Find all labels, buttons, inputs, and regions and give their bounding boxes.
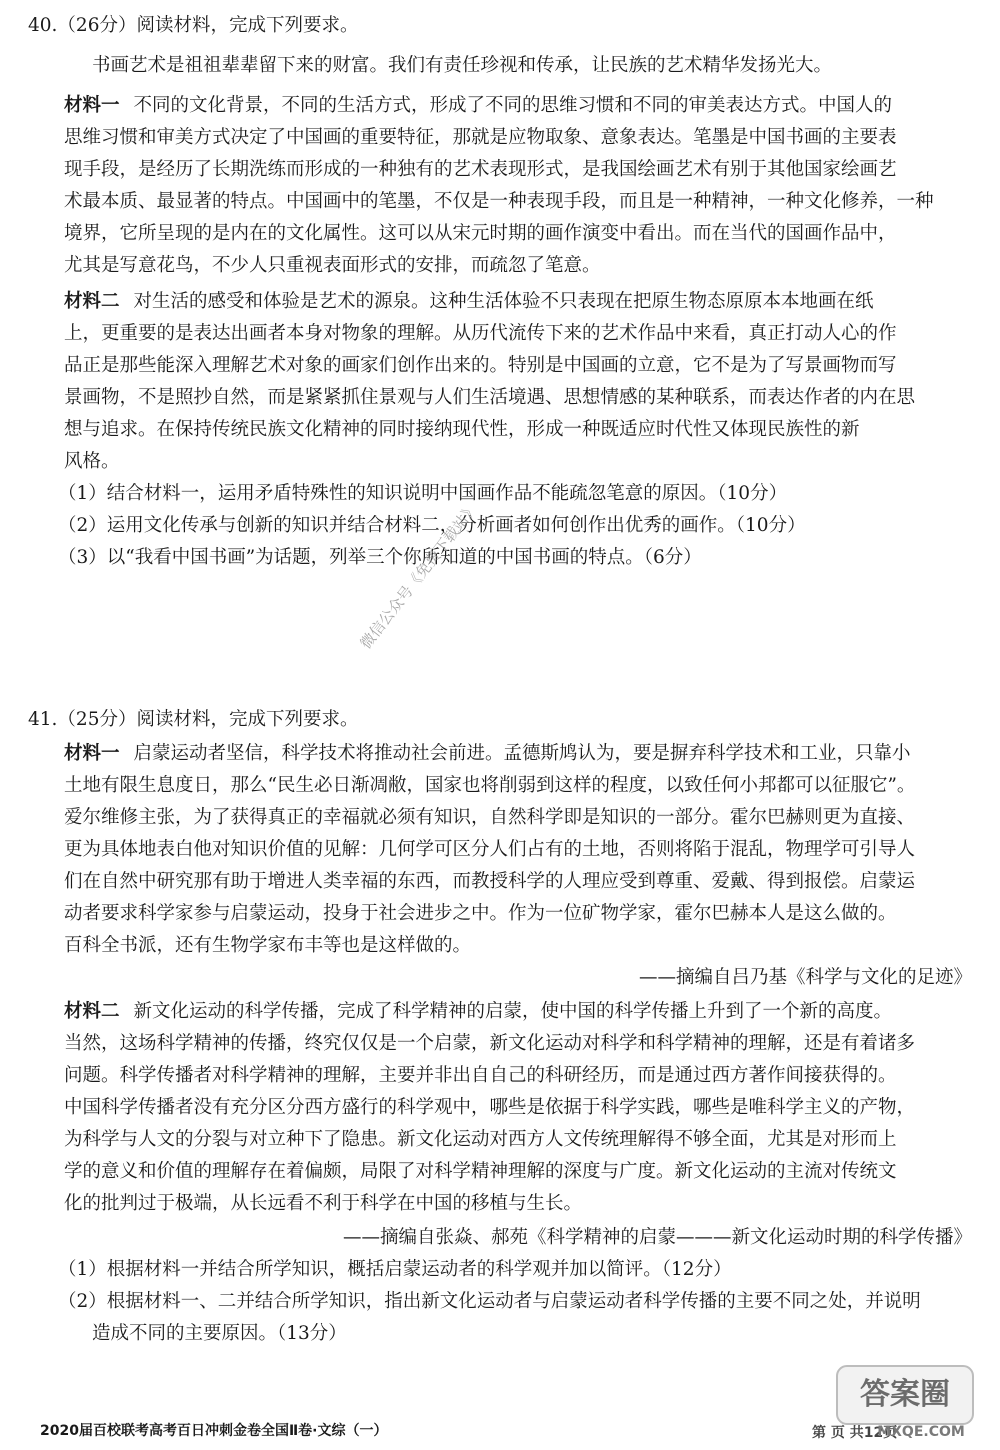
q40-question-3: （3）以“我看中国书画”为话题，列举三个你所知道的中国书画的特点。（6分） bbox=[58, 547, 702, 568]
q41-material-1-line-5: 们在自然中研究那有助于增进人类幸福的东西，而教授科学的人理应受到尊重、爱戴、得到报偿。启蒙运 bbox=[64, 871, 916, 892]
q41-material-2-label: 材料二 bbox=[64, 1001, 120, 1022]
q41-heading: 41.（25分）阅读材料，完成下列要求。 bbox=[28, 709, 359, 730]
q41-material-2-line-6: 学的意义和价值的理解存在着偏颇，局限了对科学精神理解的深度与广度。新文化运动的主流对传统文 bbox=[64, 1161, 897, 1182]
footer-exam-title: 2020届百校联考高考百日冲刺金卷全国Ⅱ卷·文综（一） bbox=[40, 1423, 388, 1439]
q40-material-1-line-3: 现手段，是经历了长期洗练而形成的一种独有的艺术表现形式，是我国绘画艺术有别于其他国家绘画艺 bbox=[64, 159, 897, 180]
logo-text: 答案圈 bbox=[860, 1377, 950, 1412]
q41-material-2-line-7: 化的批判过于极端，从长远看不利于科学在中国的移植与生长。 bbox=[64, 1193, 583, 1214]
q41-material-1-line-2: 土地有限生息度日，那么“民生必日渐凋敝，国家也将削弱到这样的程度，以致任何小邦都可以征服它”。 bbox=[64, 775, 916, 796]
logo-url: MXQE.COM bbox=[877, 1424, 965, 1440]
q41-material-1-line-6: 动者要求科学家参与启蒙运动，投身于社会进步之中。作为一位矿物学家，霍尔巴赫本人是这么做的。 bbox=[64, 903, 897, 924]
q40-material-2-line-2: 上，更重要的是表达出画者本身对物象的理解。从历代流传下来的艺术作品中来看，真正打动人心的作 bbox=[64, 323, 897, 344]
q40-material-2-line-3: 品正是那些能深入理解艺术对象的画家们创作出来的。特别是中国画的立意，它不是为了写景画物而写 bbox=[64, 355, 897, 376]
q40-material-1-line-4: 术最本质、最显著的特点。中国画中的笔墨，不仅是一种表现手段，而且是一种精神，一种文化修养，一种 bbox=[64, 191, 934, 212]
watermark-text: 微信公众号《免费下载站》 bbox=[356, 499, 482, 653]
q41-material-2-line-1: 材料二 新文化运动的科学传播，完成了科学精神的启蒙，使中国的科学传播上升到了一个新的高度。 bbox=[64, 1001, 893, 1022]
q40-material-1-line-1: 材料一 不同的文化背景，不同的生活方式，形成了不同的思维习惯和不同的审美表达方式。中国人的 bbox=[64, 95, 893, 116]
q40-material-1-line-2: 思维习惯和审美方式决定了中国画的重要特征，那就是应物取象、意象表达。笔墨是中国书画的主要表 bbox=[64, 127, 897, 148]
q40-material-1-label: 材料一 bbox=[64, 95, 120, 116]
q41-material-1-line-3: 爱尔维修主张，为了获得真正的幸福就必须有知识，自然科学即是知识的一部分。霍尔巴赫则更为直接、 bbox=[64, 807, 916, 828]
q41-material-2-source: ——摘编自张焱、郝苑《科学精神的启蒙———新文化运动时期的科学传播》 bbox=[342, 1227, 972, 1248]
q41-question-1: （1）根据材料一并结合所学知识，概括启蒙运动者的科学观并加以简评。（12分） bbox=[58, 1259, 732, 1280]
q40-question-2: （2）运用文化传承与创新的知识并结合材料二，分析画者如何创作出优秀的画作。（10分） bbox=[58, 515, 806, 536]
q40-material-1-line-5: 境界，它所呈现的是内在的文化属性。这可以从宋元时期的画作演变中看出。而在当代的国画作品中， bbox=[64, 223, 897, 244]
q40-material-2-label: 材料二 bbox=[64, 291, 120, 312]
q40-material-2-line-5: 想与追求。在保持传统民族文化精神的同时接纳现代性，形成一种既适应时代性又体现民族性的新 bbox=[64, 419, 860, 440]
q40-intro: 书画艺术是祖祖辈辈留下来的财富。我们有责任珍视和传承，让民族的艺术精华发扬光大。 bbox=[92, 55, 833, 76]
q40-material-1-line-6: 尤其是写意花鸟，不少人只重视表面形式的安排，而疏忽了笔意。 bbox=[64, 255, 601, 276]
q41-material-1-source: ——摘编自吕乃基《科学与文化的足迹》 bbox=[638, 967, 972, 988]
q41-question-2-line-1: （2）根据材料一、二并结合所学知识，指出新文化运动者与启蒙运动者科学传播的主要不同之处，并说明 bbox=[58, 1291, 921, 1312]
q41-material-1-line-7: 百科全书派，还有生物学家布丰等也是这样做的。 bbox=[64, 935, 472, 956]
answer-circle-logo bbox=[835, 1360, 975, 1440]
q40-material-2-line-1: 材料二 对生活的感受和体验是艺术的源泉。这种生活体验不只表现在把原生物态原原本本地画在纸 bbox=[64, 291, 874, 312]
q41-material-2-line-5: 为科学与人文的分裂与对立种下了隐患。新文化运动对西方人文传统理解得不够全面，尤其是对形而上 bbox=[64, 1129, 897, 1150]
q41-material-1-line-4: 更为具体地表白他对知识价值的见解：几何学可区分人们占有的土地，否则将陷于混乱，物理学可引导人 bbox=[64, 839, 916, 860]
q41-material-2-line-3: 问题。科学传播者对科学精神的理解，主要并非出自自己的科研经历，而是通过西方著作间接获得的。 bbox=[64, 1065, 897, 1086]
q41-material-2-line-2: 当然，这场科学精神的传播，终究仅仅是一个启蒙，新文化运动对科学和科学精神的理解，还是有着诸多 bbox=[64, 1033, 916, 1054]
footer-page-number: 第 页 共12页 bbox=[812, 1425, 898, 1441]
q40-material-2-line-6: 风格。 bbox=[64, 451, 120, 472]
q41-question-2-line-2: 造成不同的主要原因。（13分） bbox=[92, 1323, 347, 1344]
q40-heading: 40.（26分）阅读材料，完成下列要求。 bbox=[28, 15, 359, 36]
q40-question-1: （1）结合材料一，运用矛盾特殊性的知识说明中国画作品不能疏忽笔意的原因。（10分） bbox=[58, 483, 788, 504]
q41-material-1-label: 材料一 bbox=[64, 743, 120, 764]
q41-material-1-line-1: 材料一 启蒙运动者坚信，科学技术将推动社会前进。孟德斯鸠认为，要是摒弃科学技术和工业，只靠小 bbox=[64, 743, 911, 764]
q41-material-2-line-4: 中国科学传播者没有充分区分西方盛行的科学观中，哪些是依据于科学实践，哪些是唯科学主义的产物， bbox=[64, 1097, 916, 1118]
q40-material-2-line-4: 景画物，不是照抄自然，而是紧紧抓住景观与人们生活境遇、思想情感的某种联系，而表达作者的内在思 bbox=[64, 387, 916, 408]
